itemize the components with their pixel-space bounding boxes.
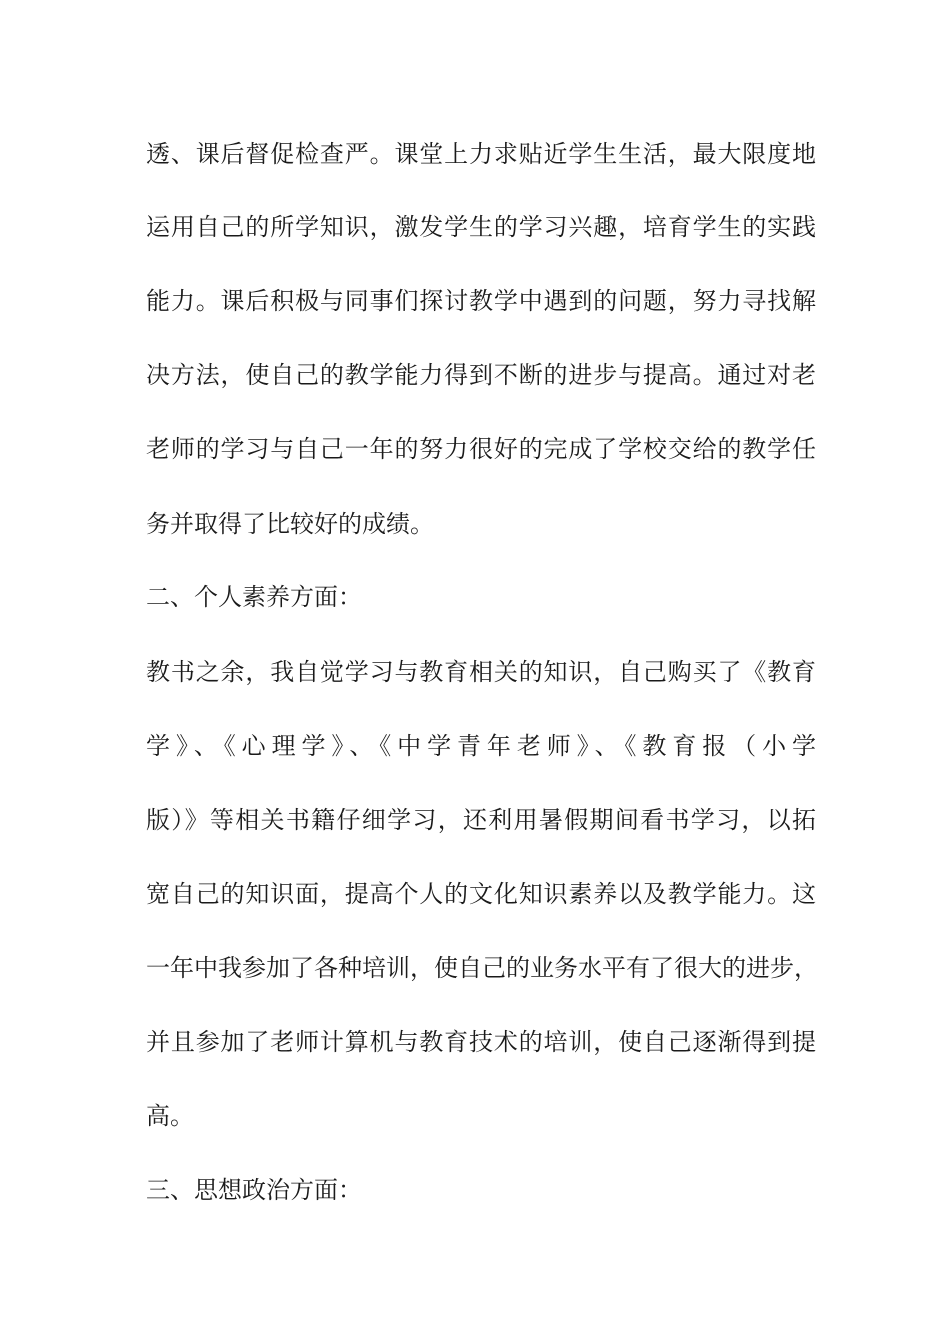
section-heading: 二、个人素养方面： [146,583,362,611]
section-heading: 三、思想政治方面： [146,1176,362,1204]
paragraph-line: 版）》等相关书籍仔细学习，还利用暑假期间看书学习，以拓 [146,806,816,834]
paragraph-line: 务并取得了比较好的成绩。 [146,510,434,538]
paragraph-line: 教书之余，我自觉学习与教育相关的知识，自己购买了《教育 [146,658,816,686]
paragraph-line: 宽自己的知识面，提高个人的文化知识素养以及教学能力。这 [146,880,816,908]
paragraph-line: 高。 [146,1102,194,1130]
paragraph-line: 老师的学习与自己一年的努力很好的完成了学校交给的教学任 [146,435,816,463]
paragraph-line: 决方法，使自己的教学能力得到不断的进步与提高。通过对老 [146,361,816,389]
paragraph-line: 透、课后督促检查严。课堂上力求贴近学生生活，最大限度地 [146,140,816,168]
paragraph-line: 一年中我参加了各种培训，使自己的业务水平有了很大的进步， [146,954,818,982]
paragraph-line: 运用自己的所学知识，激发学生的学习兴趣，培育学生的实践 [146,213,816,241]
paragraph-line: 能力。课后积极与同事们探讨教学中遇到的问题，努力寻找解 [146,287,816,315]
paragraph-line: 学》、《心理学》、《中学青年老师》、《教育报（小学 [146,732,816,760]
paragraph-line: 并且参加了老师计算机与教育技术的培训，使自己逐渐得到提 [146,1028,816,1056]
